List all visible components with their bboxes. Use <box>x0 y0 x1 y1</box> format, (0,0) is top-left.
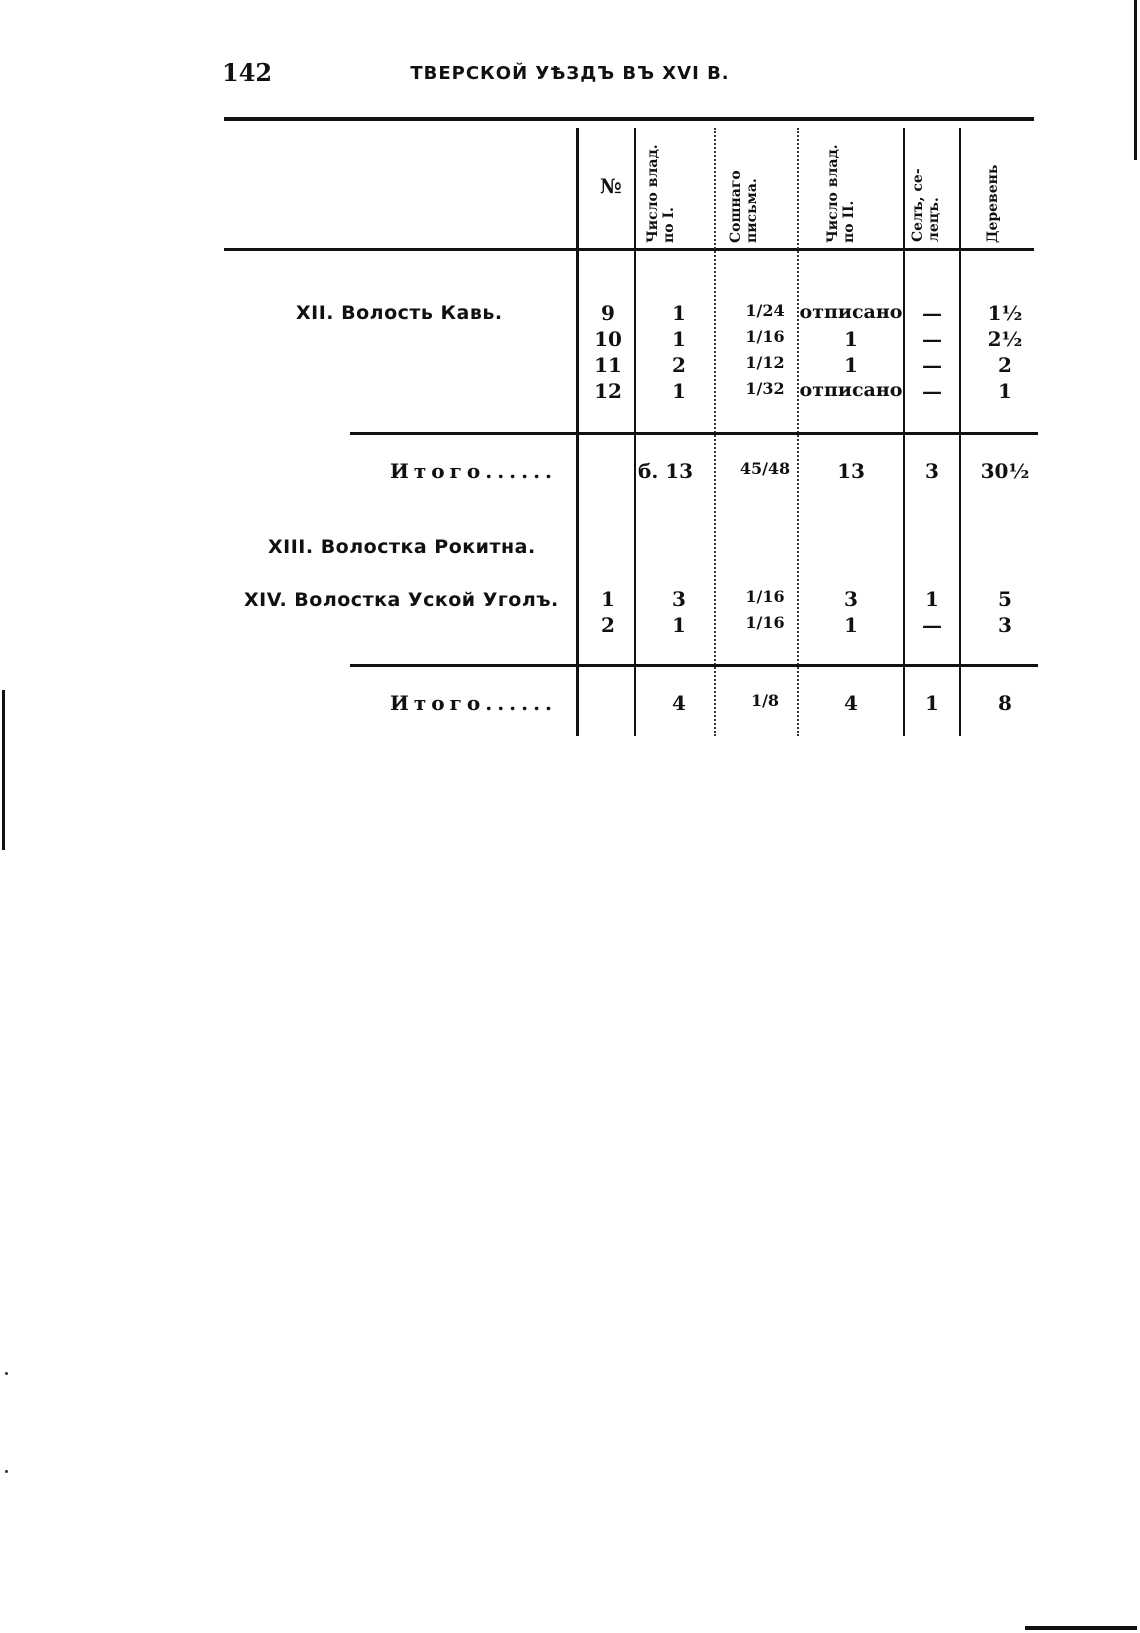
cell-num: 1 <box>601 587 615 611</box>
cell-num: 12 <box>594 379 622 403</box>
cell-num: 9 <box>601 301 615 325</box>
col-header-sokha: Сошнаго письма. <box>728 170 761 243</box>
total-owners-1: 4 <box>672 691 686 715</box>
col-header-sela: Селъ, се- лецъ. <box>910 168 943 242</box>
scan-edge-mark-right <box>1134 0 1137 160</box>
cell-sokha: 1/32 <box>745 379 785 398</box>
total-derevni: 30½ <box>980 459 1030 483</box>
cell-sokha: 1/24 <box>745 301 785 320</box>
cell-sela: — <box>922 613 942 637</box>
cell-num: 10 <box>594 327 622 351</box>
col-header-num: № <box>600 174 622 198</box>
cell-derevni: 2½ <box>987 327 1023 351</box>
cell-sela: — <box>922 301 942 325</box>
cell-sela: — <box>922 353 942 377</box>
cell-owners-2: отписано <box>799 301 903 323</box>
total-owners-1: б. 13 <box>638 459 694 483</box>
cell-owners-2: 1 <box>844 613 858 637</box>
cell-owners-2: 3 <box>844 587 858 611</box>
scan-speck <box>5 1372 8 1375</box>
cell-owners-1: 1 <box>672 301 686 325</box>
total-rule <box>350 664 1038 667</box>
cell-sokha: 1/16 <box>745 613 785 632</box>
cell-sokha: 1/12 <box>745 353 785 372</box>
cell-num: 2 <box>601 613 615 637</box>
total-owners-2: 4 <box>844 691 858 715</box>
cell-owners-1: 1 <box>672 379 686 403</box>
scan-speck <box>5 1470 8 1473</box>
total-derevni: 8 <box>998 691 1012 715</box>
running-title: ТВЕРСКОЙ УѢЗДЪ ВЪ XVI В. <box>410 63 730 84</box>
cell-owners-1: 1 <box>672 613 686 637</box>
cell-num: 11 <box>594 353 622 377</box>
header-bottom-rule <box>224 248 1034 251</box>
cell-sela: — <box>922 327 942 351</box>
section-title: XIII. Волостка Рокитна. <box>268 536 536 558</box>
cell-owners-1: 3 <box>672 587 686 611</box>
cell-owners-2: 1 <box>844 353 858 377</box>
scan-edge-mark-left <box>2 690 5 850</box>
cell-derevni: 5 <box>998 587 1012 611</box>
cell-derevni: 1 <box>998 379 1012 403</box>
cell-owners-2: отписано <box>799 379 903 401</box>
cell-owners-2: 1 <box>844 327 858 351</box>
cell-sela: — <box>922 379 942 403</box>
total-owners-2: 13 <box>837 459 865 483</box>
total-sokha: 45/48 <box>739 459 791 478</box>
cell-sokha: 1/16 <box>745 327 785 346</box>
cell-derevni: 1½ <box>987 301 1023 325</box>
col-header-derevni: Деревень <box>985 164 1001 243</box>
cell-owners-1: 1 <box>672 327 686 351</box>
cell-owners-1: 2 <box>672 353 686 377</box>
page-number: 142 <box>222 58 273 87</box>
total-sela: 3 <box>925 459 939 483</box>
cell-derevni: 3 <box>998 613 1012 637</box>
col-header-owners-1: Число влад. по I. <box>645 144 678 243</box>
total-rule <box>350 432 1038 435</box>
total-sokha: 1/8 <box>750 691 780 710</box>
section-title: XII. Волость Кавь. <box>296 302 503 324</box>
cell-sela: 1 <box>925 587 939 611</box>
cell-sokha: 1/16 <box>745 587 785 606</box>
scan-edge-mark-bottom <box>1025 1626 1137 1630</box>
top-rule <box>224 117 1034 121</box>
total-sela: 1 <box>925 691 939 715</box>
cell-derevni: 2 <box>998 353 1012 377</box>
section-title: XIV. Волостка Уской Уголъ. <box>244 589 559 611</box>
col-header-owners-2: Число влад. по II. <box>825 144 858 243</box>
total-label: Итого...... <box>390 459 558 483</box>
total-label: Итого...... <box>390 691 558 715</box>
